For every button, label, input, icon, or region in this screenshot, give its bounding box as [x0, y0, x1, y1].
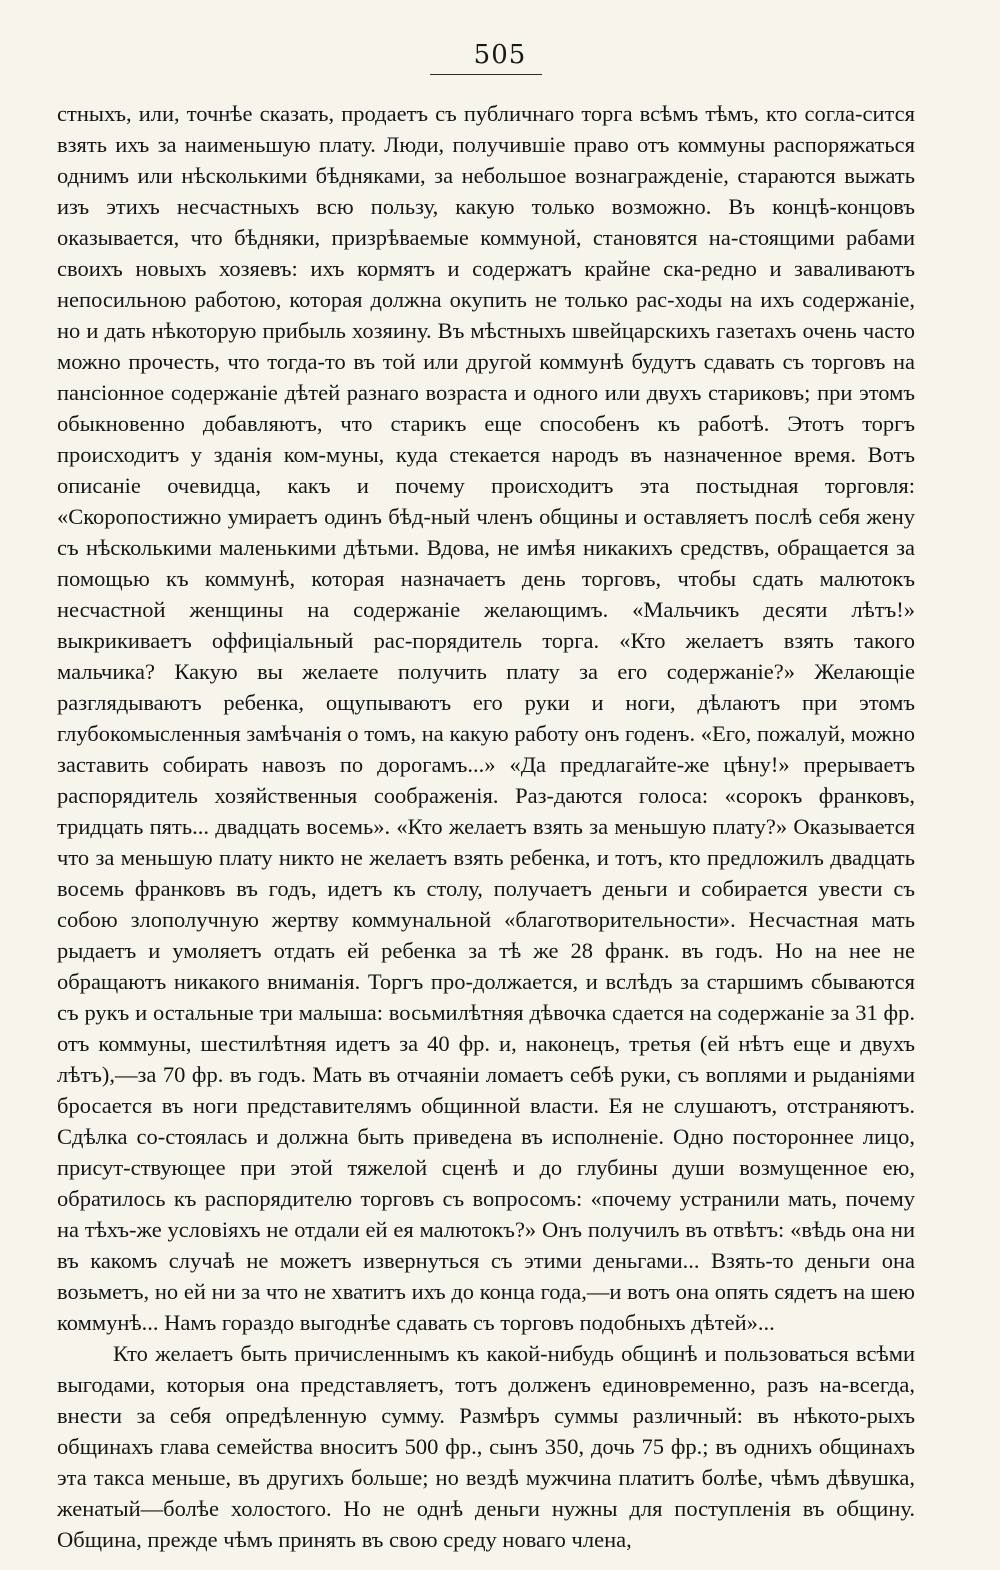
page-number: 505 [473, 40, 527, 70]
body-text [57, 98, 915, 1555]
paragraph-2: Кто желаетъ быть причисленнымъ къ какой-нибудь общинѣ и пользоваться всѣми выгодами, которыя она представляетъ, тотъ долженъ единовременно, разъ на-всегда, внести за себя опредѣленную сумму. Размѣръ суммы различный: въ нѣкото-рыхъ общинахъ глава семейства вноситъ 500 фр., сынъ 350, дочь 75 фр.; въ однихъ общинахъ эта такса меньше, въ другихъ больше; но вездѣ мужчина платитъ болѣе, чѣмъ дѣвушка, женатый—болѣе холостого. Но не однѣ деньги нужны для поступленія въ общину. Община, прежде чѣмъ принять въ свою среду новаго члена, [57, 1341, 915, 1552]
header-rule [430, 74, 542, 75]
paragraph-1: стныхъ, или, точнѣе сказать, продаетъ съ публичнаго торга всѣмъ тѣмъ, кто согла-сится взять ихъ за наименьшую плату. Люди, получившіе право отъ коммуны распоряжаться однимъ или нѣсколькими бѣдняками, за небольшое вознагражденіе, стараются выжать изъ этихъ несчастныхъ всю пользу, какую только возможно. Въ концѣ-концовъ оказывается, что бѣдняки, призрѣваемые коммуной, становятся на-стоящими рабами своихъ новыхъ хозяевъ: ихъ кормятъ и содержатъ крайне ска-редно и заваливаютъ непосильною работою, которая должна окупить не только рас-ходы на ихъ содержаніе, но и дать нѣкоторую прибыль хозяину. Въ мѣстныхъ швейцарскихъ газетахъ очень часто можно прочесть, что тогда-то въ той или другой коммунѣ будутъ сдавать съ торговъ на пансіонное содержаніе дѣтей разнаго возраста и одного или двухъ стариковъ; при этомъ обыкновенно добавляютъ, что старикъ еще способенъ къ работѣ. Этотъ торгъ происходитъ у зданія ком-муны, куда стекается народъ въ назначенное время. Вотъ описаніе очевидца, какъ и почему происходитъ эта постыдная торговля: «Скоропостижно умираетъ одинъ бѣд-ный членъ общины и оставляетъ послѣ себя жену съ нѣсколькими маленькими дѣтьми. Вдова, не имѣя никакихъ средствъ, обращается за помощью къ коммунѣ, которая назначаетъ день торговъ, чтобы сдать малютокъ несчастной женщины на содержаніе желающимъ. «Мальчикъ десяти лѣтъ!» выкрикиваетъ оффиціальный рас-порядитель торга. «Кто желаетъ взять такого мальчика? Какую вы желаете получить плату за его содержаніе?» Желающіе разглядываютъ ребенка, ощупываютъ его руки и ноги, дѣлаютъ при этомъ глубокомысленныя замѣчанія о томъ, на какую работу онъ годенъ. «Его, пожалуй, можно заставить собирать навозъ по дорогамъ...» «Да предлагайте-же цѣну!» прерываетъ распорядитель хозяйственныя соображенія. Раз-даются голоса: «сорокъ франковъ, тридцать пять... двадцать восемь». «Кто желаетъ взять за меньшую плату?» Оказывается что за меньшую плату никто не желаетъ взять ребенка, и тотъ, кто предложилъ двадцать восемь франковъ въ годъ, идетъ къ столу, получаетъ деньги и собирается увести съ собою злополучную жертву коммунальной «благотворительности». Несчастная мать рыдаетъ и умоляетъ отдать ей ребенка за тѣ же 28 франк. въ годъ. Но на нее не обращаютъ никакого вниманія. Торгъ про-должается, и вслѣдъ за старшимъ сбываются съ рукъ и остальные три малыша: восьмилѣтняя дѣвочка сдается на содержаніе за 31 фр. отъ коммуны, шестилѣтняя идетъ за 40 фр. и, наконецъ, третья (ей нѣтъ еще и двухъ лѣтъ),—за 70 фр. въ годъ. Мать въ отчаяніи ломаетъ себѣ руки, съ воплями и рыданіями бросается въ ноги представителямъ общинной власти. Ея не слушаютъ, отстраняютъ. Сдѣлка со-стоялась и должна быть приведена въ исполненіе. Одно постороннее лицо, присут-ствующее при этой тяжелой сценѣ и до глубины души возмущенное ею, обратилось къ распорядителю торговъ съ вопросомъ: «почему устранили мать, почему на тѣхъ-же условіяхъ не отдали ей ея малютокъ?» Онъ получилъ въ отвѣтъ: «вѣдь она ни въ какомъ случаѣ не можетъ извернуться съ этими деньгами... Взять-то деньги она возьметъ, но ей ни за что не хватитъ ихъ до конца года,—и вотъ она опять сядетъ на шею коммунѣ... Намъ гораздо выгоднѣе сдавать съ торговъ подобныхъ дѣтей»... [57, 101, 915, 1335]
